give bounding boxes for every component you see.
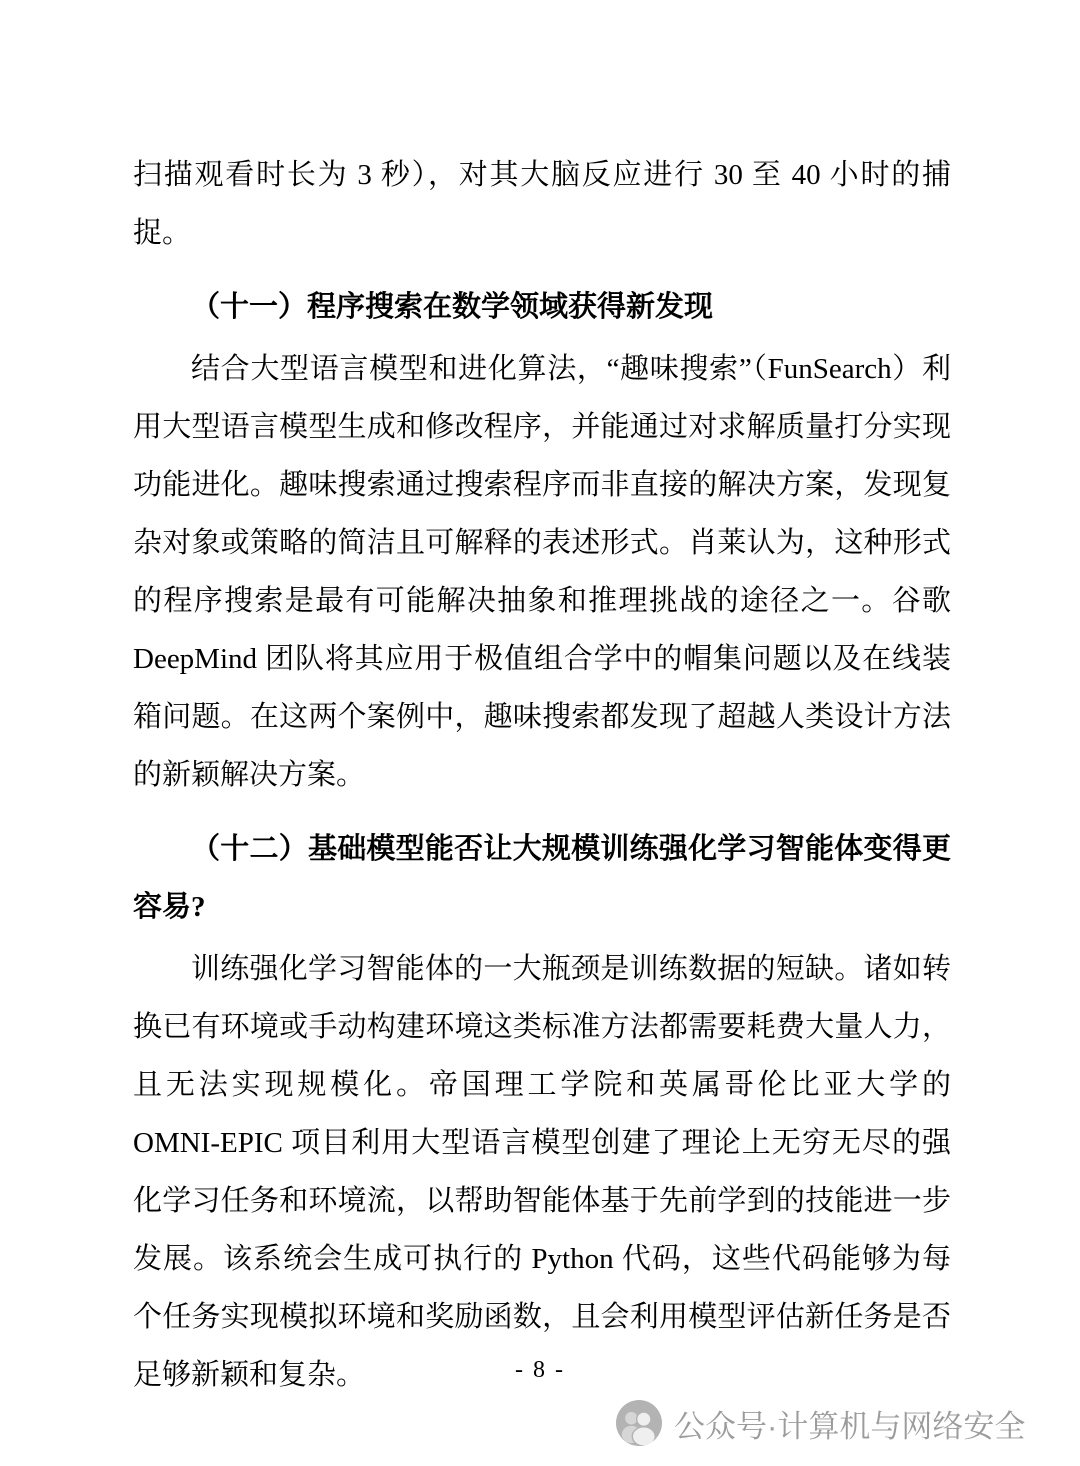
people-icon (616, 1400, 662, 1446)
section-11-paragraph: 结合大型语言模型和进化算法，“趣味搜索”（FunSearch）利用大型语言模型生成和修改程序，并能通过对求解质量打分实现功能进化。趣味搜索通过搜索程序而非直接的解决方案，发现复杂对象或策略的简洁且可解释的表述形式。肖莱认为，这种形式的程序搜索是最有可能解决抽象和推理挑战的途径之一。谷歌 DeepMind 团队将其应用于极值组合学中的帽集问题以及在线装箱问题。在这两个案例中，趣味搜索都发现了超越人类设计方法的新颖解决方案。 (133, 353, 951, 791)
section-12-paragraph: 训练强化学习智能体的一大瓶颈是训练数据的短缺。诸如转换已有环境或手动构建环境这类标准方法都需要耗费大量人力，且无法实现规模化。帝国理工学院和英属哥伦比亚大学的 OMNI-EPIC 项目利用大型语言模型创建了理论上无穷无尽的强化学习任务和环境流，以帮助智能体基于先前学到的技能进一步发展。该系统会生成可执行的 Python 代码，这些代码能够为每个任务实现模拟环境和奖励函数，且会利用模型评估新任务是否足够新颖和复杂。 (133, 953, 951, 1391)
section-heading-11: （十一）程序搜索在数学领域获得新发现 (191, 291, 714, 323)
watermark (616, 1400, 1025, 1446)
section-heading-12: （十二）基础模型能否让大规模训练强化学习智能体变得更容易? (133, 833, 951, 923)
paragraph-continuation: 扫描观看时长为 3 秒），对其大脑反应进行 30 至 40 小时的捕捉。 (133, 159, 951, 249)
document-body (133, 146, 951, 1404)
watermark-text: 公众号·计算机与网络安全 (674, 1408, 1026, 1444)
page-number: - 8 - (515, 1357, 565, 1383)
